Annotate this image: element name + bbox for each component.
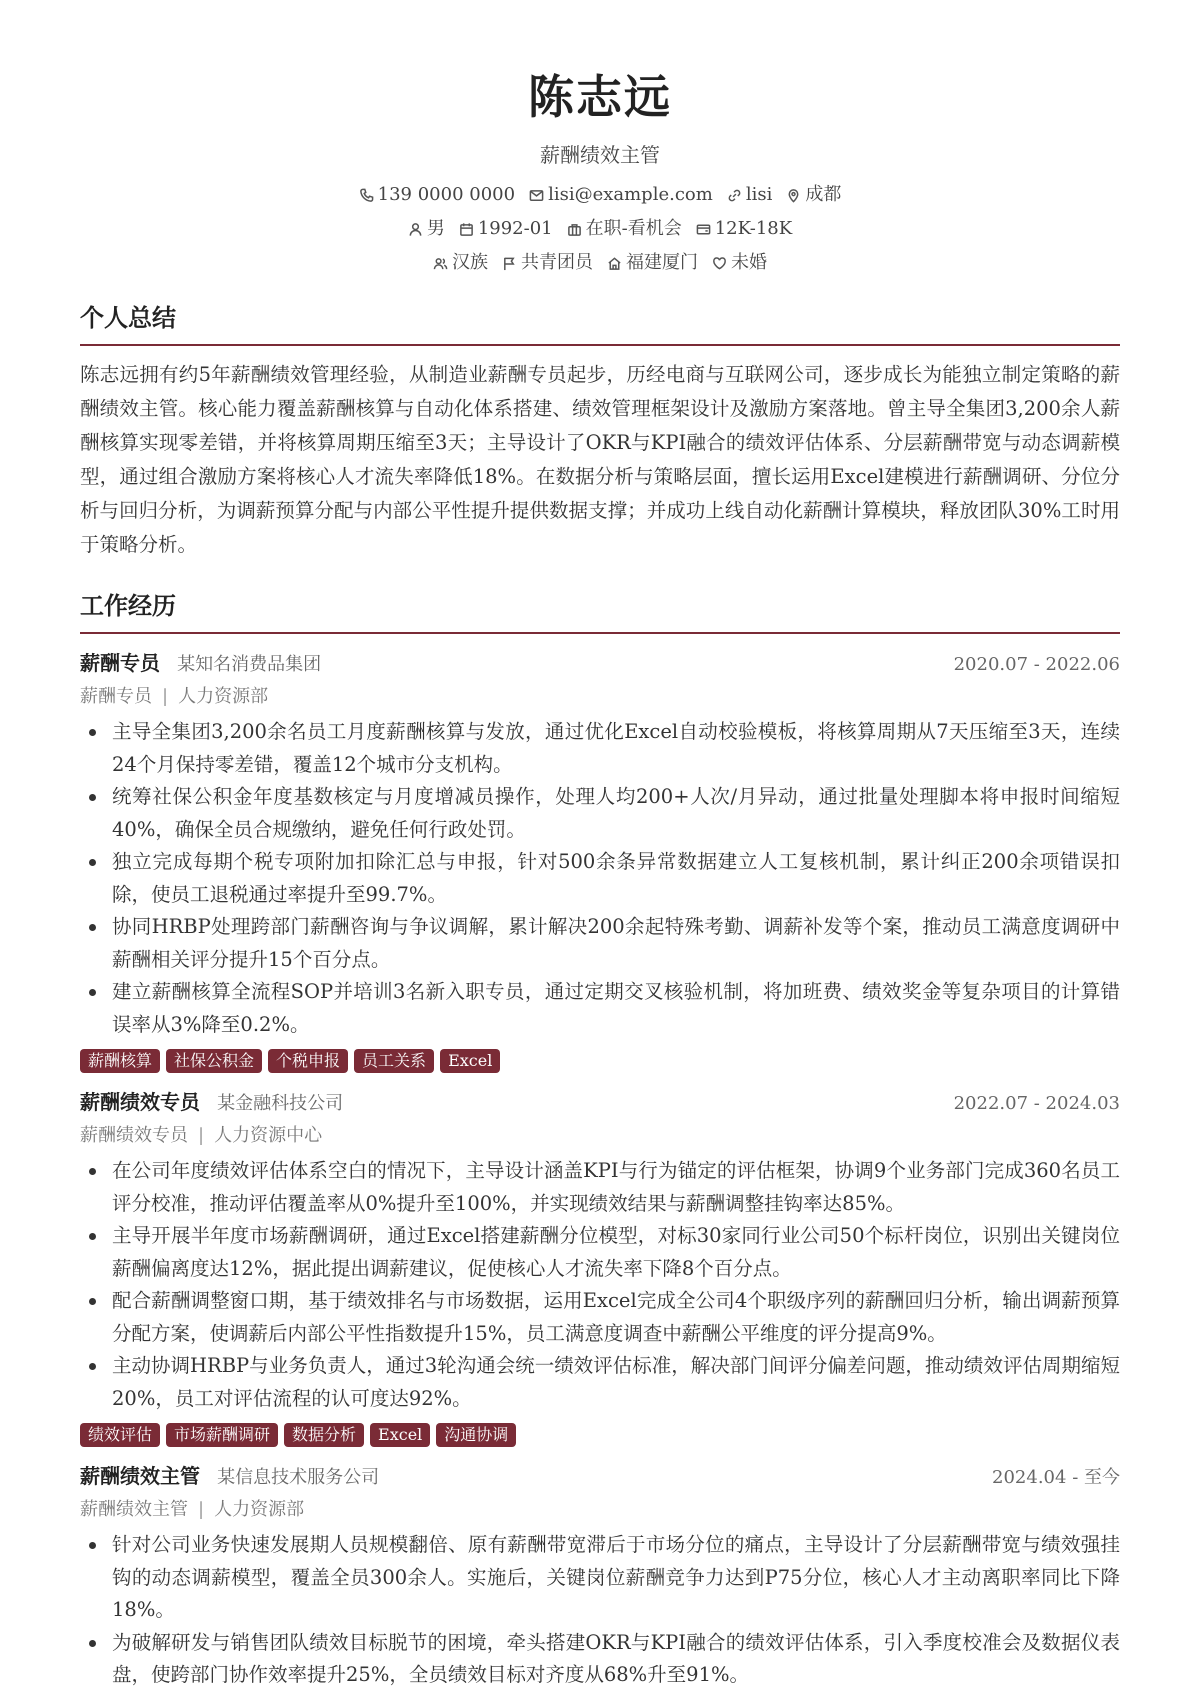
political-item (502, 248, 593, 278)
job-date: 2022.07 - 2024.03 (953, 1093, 1120, 1114)
wallet-icon (696, 222, 711, 237)
summary-section (80, 300, 1120, 562)
job-entry (80, 648, 1120, 1073)
bullet-item: 独立完成每期个税专项附加扣除汇总与申报，针对500余条异常数据建立人工复核机制，累计纠正200余项错误扣除，使员工退税通过率提升至99.7%。 (80, 846, 1120, 911)
bullet-item: 配合薪酬调整窗口期，基于绩效排名与市场数据，运用Excel完成全公司4个职级序列的薪酬回归分析，输出调薪预算分配方案，使调薪后内部公平性指数提升15%，员工满意度调查中薪酬公平维度的评分提高9%。 (80, 1285, 1120, 1350)
flag-icon (502, 256, 517, 271)
job-head (80, 1461, 1120, 1493)
birth-text: 1992-01 (477, 218, 553, 239)
skill-tags (80, 1049, 1120, 1073)
gender-item (408, 214, 445, 244)
user-icon (408, 222, 423, 237)
skill-tag: 绩效评估 (80, 1423, 160, 1447)
job-department: 人力资源中心 (214, 1125, 323, 1146)
bullet-item: 协同HRBP处理跨部门薪酬咨询与争议调解，累计解决200余起特殊考勤、调薪补发等个案，推动员工满意度调研中薪酬相关评分提升15个百分点。 (80, 911, 1120, 976)
job-position: 薪酬专员 (80, 686, 152, 707)
phone-text: 139 0000 0000 (377, 184, 516, 205)
job-head (80, 648, 1120, 680)
skill-tag: 数据分析 (284, 1423, 364, 1447)
skill-tag: Excel (370, 1423, 430, 1447)
contact-row (80, 180, 1120, 210)
job-title: 薪酬绩效主管 (80, 1464, 200, 1488)
phone-item (359, 180, 515, 210)
salary-text: 12K-18K (714, 218, 793, 239)
hometown-text: 福建厦门 (626, 252, 698, 273)
summary-text: 陈志远拥有约5年薪酬绩效管理经验，从制造业薪酬专员起步，历经电商与互联网公司，逐步成长为能独立制定策略的薪酬绩效主管。核心能力覆盖薪酬核算与自动化体系搭建、绩效管理框架设计及激励方案落地。曾主导全集团3,200余人薪酬核算实现零差错，并将核算周期压缩至3天；主导设计了OKR与KPI融合的绩效评估体系、分层薪酬带宽与动态调薪模型，通过组合激励方案将核心人才流失率降低18%。在数据分析与策略层面，擅长运用Excel建模进行薪酬调研、分位分析与回归分析，为调薪预算分配与内部公平性提升提供数据支撑；并成功上线自动化薪酬计算模块，释放团队30%工时用于策略分析。 (80, 363, 1120, 556)
birth-item (459, 214, 553, 244)
link-icon (727, 188, 742, 203)
job-title: 薪酬绩效专员 (80, 1090, 200, 1114)
experience-title: 工作经历 (80, 588, 1120, 634)
job-bullets (80, 1155, 1120, 1415)
marital-item (712, 248, 767, 278)
email-text: lisi@example.com (548, 184, 713, 205)
job-department: 人力资源部 (214, 1499, 305, 1520)
skill-tag: 社保公积金 (166, 1049, 262, 1073)
location-pin-icon (786, 188, 801, 203)
job-date: 2024.04 - 至今 (992, 1467, 1120, 1488)
experience-section (80, 588, 1120, 1692)
political-text: 共青团员 (521, 252, 593, 273)
bullet-item: 建立薪酬核算全流程SOP并培训3名新入职专员，通过定期交叉核验机制，将加班费、绩效奖金等复杂项目的计算错误率从3%降至0.2%。 (80, 976, 1120, 1041)
salary-item (696, 214, 792, 244)
status-item (567, 214, 682, 244)
separator: | (198, 1499, 205, 1520)
email-item (529, 180, 713, 210)
bullet-item: 统筹社保公积金年度基数核定与月度增减员操作，处理人均200+人次/月异动，通过批量处理脚本将申报时间缩短40%，确保全员合规缴纳，避免任何行政处罚。 (80, 781, 1120, 846)
users-icon (433, 256, 448, 271)
job-company: 某金融科技公司 (217, 1093, 344, 1114)
phone-icon (359, 188, 374, 203)
separator: | (162, 686, 169, 707)
wechat-text: lisi (745, 184, 773, 205)
job-title: 薪酬专员 (80, 651, 160, 675)
job-subtitle (80, 1121, 1120, 1151)
job-date: 2020.07 - 2022.06 (953, 654, 1120, 675)
job-subtitle (80, 1495, 1120, 1525)
ethnicity-item (433, 248, 488, 278)
bullet-item: 主动协调HRBP与业务负责人，通过3轮沟通会统一绩效评估标准，解决部门间评分偏差问题，推动绩效评估周期缩短20%，员工对评估流程的认可度达92%。 (80, 1350, 1120, 1415)
skill-tag: Excel (440, 1049, 500, 1073)
bullet-item: 主导开展半年度市场薪酬调研，通过Excel搭建薪酬分位模型，对标30家同行业公司50个标杆岗位，识别出关键岗位薪酬偏离度达12%，据此提出调薪建议，促使核心人才流失率下降8个百分点。 (80, 1220, 1120, 1285)
briefcase-icon (567, 222, 582, 237)
marital-text: 未婚 (731, 252, 767, 273)
bullet-item: 在公司年度绩效评估体系空白的情况下，主导设计涵盖KPI与行为锚定的评估框架，协调9个业务部门完成360名员工评分校准，推动评估覆盖率从0%提升至100%，并实现绩效结果与薪酬调整挂钩率达85%。 (80, 1155, 1120, 1220)
status-text: 在职-看机会 (585, 218, 682, 239)
candidate-name: 陈志远 (528, 70, 672, 124)
city-item (786, 180, 841, 210)
bullet-item: 针对公司业务快速发展期人员规模翻倍、原有薪酬带宽滞后于市场分位的痛点，主导设计了分层薪酬带宽与绩效强挂钩的动态调薪模型，覆盖全员300余人。实施后，关键岗位薪酬竞争力达到P75分位，核心人才主动离职率同比下降18%。 (80, 1529, 1120, 1627)
city-text: 成都 (805, 184, 842, 205)
profile-row (80, 214, 1120, 244)
wechat-item (727, 180, 773, 210)
skill-tag: 个税申报 (268, 1049, 348, 1073)
job-position: 薪酬绩效主管 (80, 1499, 188, 1520)
skill-tags (80, 1423, 1120, 1447)
ethnicity-text: 汉族 (452, 252, 488, 273)
calendar-icon (459, 222, 474, 237)
candidate-role: 薪酬绩效主管 (540, 143, 660, 167)
bullet-item: 主导全集团3,200余名员工月度薪酬核算与发放，通过优化Excel自动校验模板，将核算周期从7天压缩至3天，连续24个月保持零差错，覆盖12个城市分支机构。 (80, 716, 1120, 781)
skill-tag: 沟通协调 (436, 1423, 516, 1447)
skill-tag: 市场薪酬调研 (166, 1423, 278, 1447)
heart-icon (712, 256, 727, 271)
personal-row (80, 248, 1120, 278)
summary-title: 个人总结 (80, 300, 1120, 346)
separator: | (198, 1125, 205, 1146)
gender-text: 男 (426, 218, 445, 239)
home-icon (607, 256, 622, 271)
job-entry (80, 1087, 1120, 1447)
mail-icon (529, 188, 544, 203)
job-head (80, 1087, 1120, 1119)
job-bullets (80, 716, 1120, 1041)
resume-header (80, 0, 1120, 278)
bullet-item: 为破解研发与销售团队绩效目标脱节的困境，牵头搭建OKR与KPI融合的绩效评估体系，引入季度校准会及数据仪表盘，使跨部门协作效率提升25%，全员绩效目标对齐度从68%升至91%。 (80, 1627, 1120, 1692)
skill-tag: 薪酬核算 (80, 1049, 160, 1073)
job-company: 某知名消费品集团 (177, 654, 322, 675)
skill-tag: 员工关系 (354, 1049, 434, 1073)
job-department: 人力资源部 (178, 686, 269, 707)
job-subtitle (80, 682, 1120, 712)
hometown-item (607, 248, 698, 278)
job-position: 薪酬绩效专员 (80, 1125, 188, 1146)
job-company: 某信息技术服务公司 (217, 1467, 380, 1488)
job-entry (80, 1461, 1120, 1692)
job-bullets (80, 1529, 1120, 1692)
